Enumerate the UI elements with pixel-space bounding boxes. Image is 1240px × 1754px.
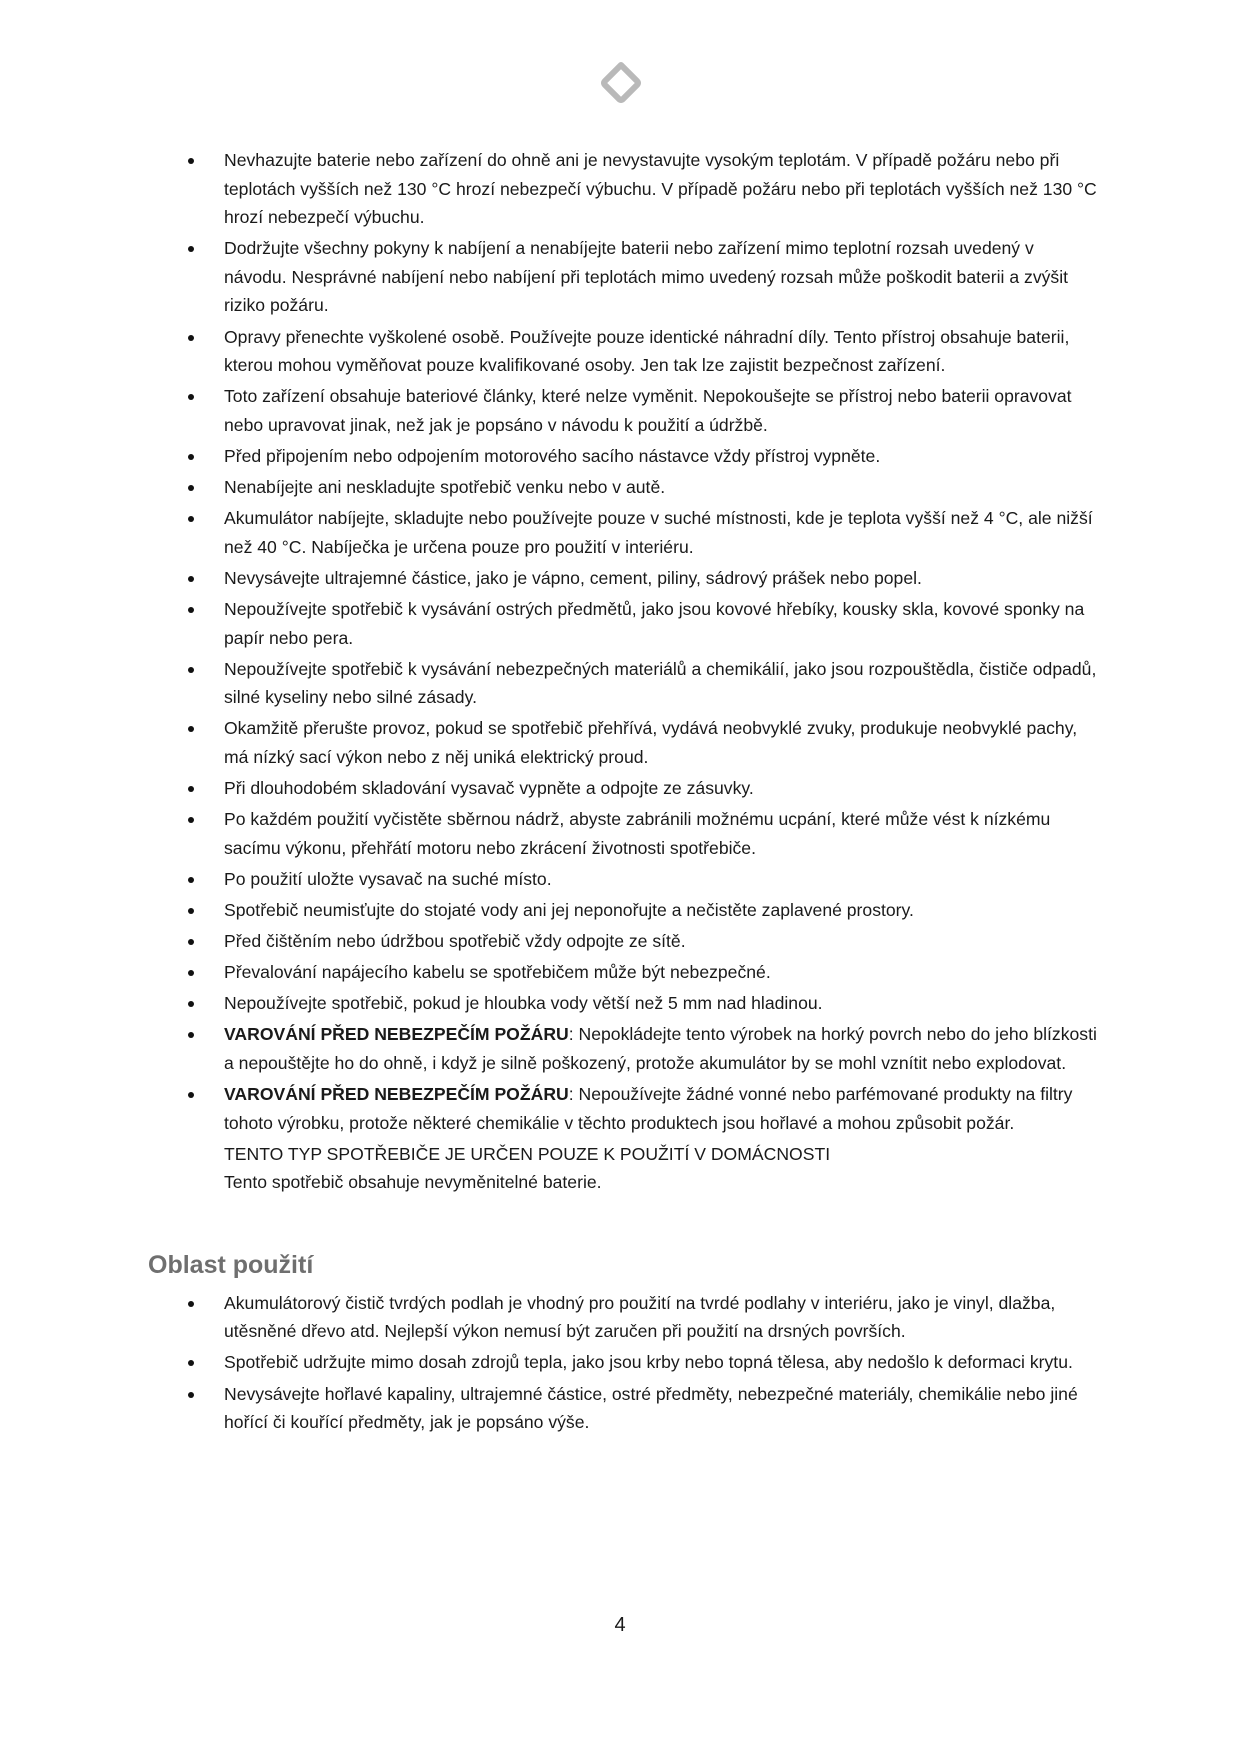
- bullet-icon: [188, 516, 194, 522]
- bullet-icon: [188, 1360, 194, 1366]
- list-item: [148, 473, 1098, 502]
- bullet-icon: [188, 1392, 194, 1398]
- bullet-icon: [188, 970, 194, 976]
- bullet-icon: [188, 667, 194, 673]
- bullet-icon: [188, 939, 194, 945]
- list-item-text: Při dlouhodobém skladování vysavač vypněte a odpojte ze zásuvky.: [224, 777, 754, 798]
- list-item: [148, 1289, 1098, 1346]
- list-item: [148, 714, 1098, 771]
- bullet-icon: [188, 454, 194, 460]
- list-item: [148, 382, 1098, 439]
- list-item-text: Nevhazujte baterie nebo zařízení do ohně ani je nevystavujte vysokým teplotám. V případě požáru nebo při teplotách vyšších než 130 °C hrozí nebezpečí výbuchu. V případě požáru nebo při teplotách vyšších než 130 °C hrozí nebezpečí výbuchu.: [224, 150, 1097, 228]
- list-item-text: Opravy přenechte vyškolené osobě. Používejte pouze identické náhradní díly. Tento přístroj obsahuje baterii, kterou mohou vyměňovat pouze kvalifikované osoby. Jen tak lze zajistit bezpečnost zařízení.: [224, 326, 1070, 376]
- warning-text: : Nepoužívejte žádné vonné nebo parfémované produkty na filtry tohoto výrobku, protože některé chemikálie v těchto produktech jsou hořlavé a mohou způsobit požár.: [224, 1083, 1073, 1133]
- fire-warning-item: [148, 1020, 1098, 1077]
- bullet-icon: [188, 335, 194, 341]
- list-item: [148, 655, 1098, 712]
- list-item-text: Po použití uložte vysavač na suché místo.: [224, 868, 552, 889]
- list-item: [148, 1348, 1098, 1377]
- list-item-text: Nevysávejte hořlavé kapaliny, ultrajemné částice, ostré předměty, nebezpečné materiály, chemikálie nebo jiné hořící či kouřící předměty, jak je popsáno výše.: [224, 1383, 1078, 1433]
- list-item: [148, 989, 1098, 1018]
- list-item: [148, 1380, 1098, 1437]
- bullet-icon: [188, 1001, 194, 1007]
- list-item: [148, 146, 1098, 232]
- domestic-use-note: TENTO TYP SPOTŘEBIČE JE URČEN POUZE K POUŽITÍ V DOMÁCNOSTI: [224, 1143, 831, 1164]
- list-item-text: Nevysávejte ultrajemné částice, jako je vápno, cement, piliny, sádrový prášek nebo popel.: [224, 567, 922, 588]
- list-item-text: Nepoužívejte spotřebič k vysávání ostrých předmětů, jako jsou kovové hřebíky, kousky skla, kovové sponky na papír nebo pera.: [224, 598, 1085, 648]
- list-item: [148, 595, 1098, 652]
- bullet-icon: [188, 1301, 194, 1307]
- bullet-icon: [188, 394, 194, 400]
- list-item: [148, 323, 1098, 380]
- list-item-text: Spotřebič neumisťujte do stojaté vody ani jej neponořujte a nečistěte zaplavené prostory.: [224, 899, 914, 920]
- bullet-icon: [188, 726, 194, 732]
- bullet-icon: [188, 158, 194, 164]
- battery-note: Tento spotřebič obsahuje nevyměnitelné baterie.: [224, 1172, 602, 1193]
- list-item: [148, 958, 1098, 987]
- bullet-icon: [188, 786, 194, 792]
- list-item: [148, 234, 1098, 320]
- list-item-text: Akumulátor nabíjejte, skladujte nebo používejte pouze v suché místnosti, kde je teplota vyšší než 4 °C, ale nižší než 40 °C. Nabíječka je určena pouze pro použití v interiéru.: [224, 508, 1093, 557]
- list-item-text: Akumulátorový čistič tvrdých podlah je vhodný pro použití na tvrdé podlahy v interiéru, jako je vinyl, dlažba, utěsněné dřevo atd. Nejlepší výkon nemusí být zaručen při použití na drsných površích.: [224, 1292, 1056, 1342]
- usage-list: [148, 1289, 1098, 1437]
- bullet-icon: [188, 485, 194, 491]
- list-item: [148, 896, 1098, 925]
- list-item-text: Dodržujte všechny pokyny k nabíjení a nenabíjejte baterii nebo zařízení mimo teplotní rozsah uvedený v návodu. Nesprávné nabíjení nebo nabíjení při teplotách mimo uvedený rozsah může poškodit baterii a zvýšit riziko požáru.: [224, 238, 1069, 316]
- list-item-text: Nenabíjejte ani neskladujte spotřebič venku nebo v autě.: [224, 477, 666, 498]
- list-item-text: Před čištěním nebo údržbou spotřebič vždy odpojte ze sítě.: [224, 930, 686, 951]
- list-item: [148, 504, 1098, 561]
- warning-label: VAROVÁNÍ PŘED NEBEZPEČÍM POŽÁRU: [224, 1024, 569, 1045]
- page-number: 4: [614, 1614, 626, 1636]
- list-item-text: Toto zařízení obsahuje bateriové články, které nelze vyměnit. Nepokoušejte se přístroj nebo baterii opravovat nebo upravovat jinak, než jak je popsáno v návodu k použití a údržbě.: [224, 386, 1072, 435]
- fire-warning-item: [148, 1080, 1098, 1137]
- safety-list: [148, 146, 1098, 1137]
- list-item: [148, 865, 1098, 894]
- bullet-icon: [188, 246, 194, 252]
- bullet-icon: [188, 607, 194, 613]
- list-item-text: Po každém použití vyčistěte sběrnou nádrž, abyste zabránili možnému ucpání, které může vést k nízkému sacímu výkonu, přehřátí motoru nebo zkrácení životnosti spotřebiče.: [224, 809, 1051, 858]
- section-title: Oblast použití: [148, 1250, 314, 1279]
- bullet-icon: [188, 908, 194, 914]
- warning-label: VAROVÁNÍ PŘED NEBEZPEČÍM POŽÁRU: [224, 1083, 569, 1104]
- brand-logo-icon: [599, 61, 643, 105]
- list-item: [148, 774, 1098, 803]
- bullet-icon: [188, 576, 194, 582]
- warning-text: : Nepokládejte tento výrobek na horký povrch nebo do jeho blízkosti a nepouštějte ho do ohně, i když je silně poškozený, protože akumulátor by se mohl vznítit nebo explodovat.: [224, 1024, 1097, 1073]
- bullet-icon: [188, 1032, 194, 1038]
- list-item: [148, 805, 1098, 862]
- bullet-icon: [188, 1092, 194, 1098]
- page-content: [148, 146, 1098, 1439]
- list-item: [148, 442, 1098, 471]
- list-item-text: Okamžitě přerušte provoz, pokud se spotřebič přehřívá, vydává neobvyklé zvuky, produkuje neobvyklé pachy, má nízký sací výkon nebo z něj uniká elektrický proud.: [224, 718, 1078, 767]
- list-item-text: Převalování napájecího kabelu se spotřebičem může být nebezpečné.: [224, 962, 771, 983]
- bullet-icon: [188, 817, 194, 823]
- list-item: [148, 927, 1098, 956]
- list-item-text: Spotřebič udržujte mimo dosah zdrojů tepla, jako jsou krby nebo topná tělesa, aby nedošlo k deformaci krytu.: [224, 1352, 1073, 1373]
- list-item: [148, 564, 1098, 593]
- bullet-icon: [188, 877, 194, 883]
- list-item-text: Nepoužívejte spotřebič k vysávání nebezpečných materiálů a chemikálií, jako jsou rozpouštědla, čističe odpadů, silné kyseliny nebo silné zásady.: [224, 658, 1097, 708]
- list-item-text: Před připojením nebo odpojením motorového sacího nástavce vždy přístroj vypněte.: [224, 445, 881, 466]
- list-item-text: Nepoužívejte spotřebič, pokud je hloubka vody větší než 5 mm nad hladinou.: [224, 993, 823, 1014]
